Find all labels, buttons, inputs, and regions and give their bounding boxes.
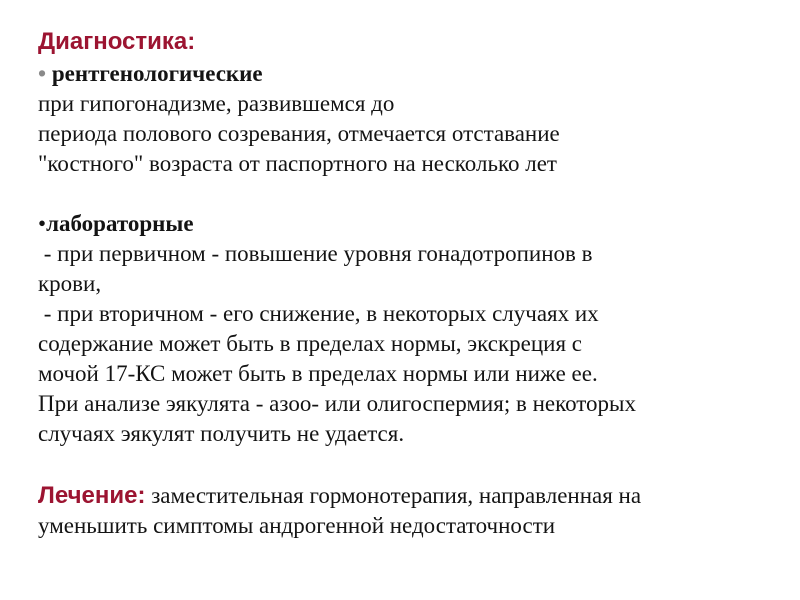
diagnostics-heading: Диагностика: xyxy=(38,28,196,55)
xray-title-line xyxy=(38,58,780,89)
lab-text-line: - при вторичном - его снижение, в некоторых случаях их xyxy=(38,301,599,326)
treatment-heading: Лечение: xyxy=(38,482,146,509)
lab-text-line: случаях эякулят получить не удается. xyxy=(38,421,405,446)
xray-text-line: "костного" возраста от паспортного на несколько лет xyxy=(38,151,557,176)
bullet-icon: • xyxy=(38,211,47,236)
lab-text-line: При анализе эякулята - азоо- или олигоспермия; в некоторых xyxy=(38,391,636,416)
lab-text-line: мочой 17-КС может быть в пределах нормы или ниже ее. xyxy=(38,361,598,386)
treatment-text-line: уменьшить симптомы андрогенной недостаточности xyxy=(38,513,556,538)
lab-text-line: - при первичном - повышение уровня гонадотропинов в xyxy=(38,241,593,266)
spacer xyxy=(38,449,780,481)
diagnostics-heading-line xyxy=(38,26,780,58)
xray-text-line: при гипогонадизме, развившемся до xyxy=(38,91,395,116)
treatment-text: заместительная гормонотерапия, направленная на xyxy=(145,483,642,508)
lab-title: лабораторные xyxy=(46,211,194,236)
spacer xyxy=(38,179,780,209)
lab-text-line: крови, xyxy=(38,271,102,296)
treatment-line xyxy=(38,481,780,511)
xray-title: рентгенологические xyxy=(51,61,263,86)
lab-title-line xyxy=(38,209,780,239)
bullet-icon: • xyxy=(38,60,47,86)
lab-text-line: содержание может быть в пределах нормы, экскреция с xyxy=(38,331,583,356)
xray-text-line: периода полового созревания, отмечается отставание xyxy=(38,121,560,146)
